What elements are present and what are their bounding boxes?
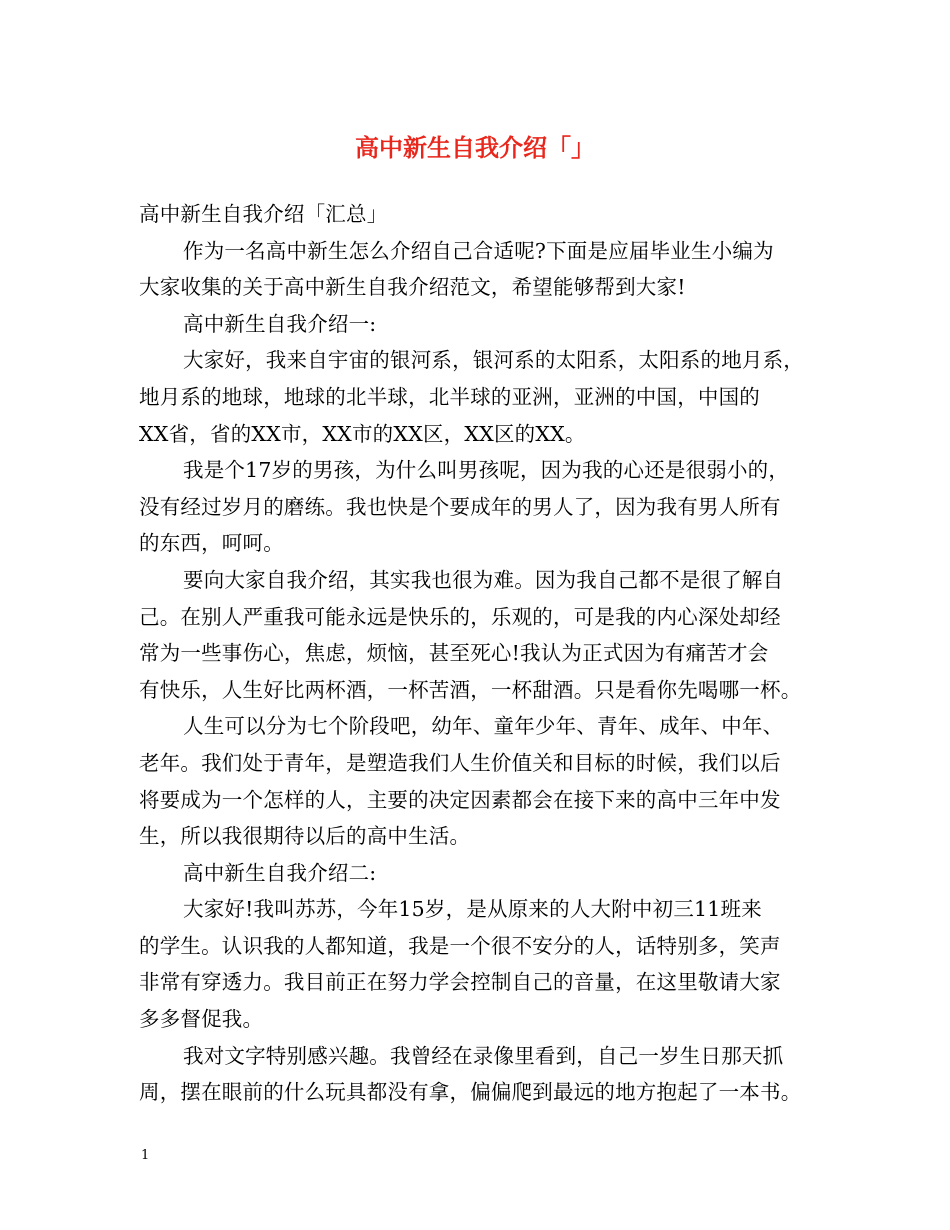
text-line: 高中新生自我介绍「汇总」 [139, 202, 388, 226]
text-line: 高中新生自我介绍二: [183, 860, 377, 885]
text-line: 的学生。认识我的人都知道，我是一个很不安分的人，话特别多，笑声 [139, 933, 781, 958]
text-line: 大家好，我来自宇宙的银河系，银河系的太阳系，太阳系的地月系， [183, 348, 804, 373]
document-title: 高中新生自我介绍「」 [355, 133, 595, 162]
text-line: 大家好!我叫苏苏，今年15岁，是从原来的人大附中初三11班来 [183, 897, 762, 922]
text-line: 己。在别人严重我可能永远是快乐的，乐观的，可是我的内心深处却经 [139, 604, 781, 629]
text-line: 老年。我们处于青年，是塑造我们人生价值关和目标的时候，我们以后 [139, 750, 781, 775]
text-line: 的东西，呵呵。 [139, 531, 284, 556]
text-line: 多多督促我。 [139, 1007, 264, 1032]
text-line: 生，所以我很期待以后的高中生活。 [139, 824, 471, 849]
text-line: XX省，省的XX市，XX市的XX区，XX区的XX。 [139, 421, 586, 446]
text-line: 我是个17岁的男孩，为什么叫男孩呢，因为我的心还是很弱小的， [183, 458, 790, 483]
text-line: 将要成为一个怎样的人，主要的决定因素都会在接下来的高中三年中发 [139, 787, 781, 812]
document-body [139, 196, 839, 1111]
text-line: 地月系的地球，地球的北半球，北半球的亚洲，亚洲的中国，中国的 [139, 384, 760, 409]
text-line: 高中新生自我介绍一: [183, 311, 377, 336]
text-line: 大家收集的关于高中新生自我介绍范文，希望能够帮到大家! [139, 275, 686, 300]
page-number: 1 [141, 1148, 150, 1163]
text-line: 要向大家自我介绍，其实我也很为难。因为我自己都不是很了解自 [183, 567, 784, 592]
text-line: 人生可以分为七个阶段吧，幼年、童年少年、青年、成年、中年、 [183, 714, 784, 739]
text-line: 我对文字特别感兴趣。我曾经在录像里看到，自己一岁生日那天抓 [183, 1043, 784, 1068]
text-line: 常为一些事伤心，焦虑，烦恼，甚至死心!我认为正式因为有痛苦才会 [139, 641, 769, 666]
text-line: 非常有穿透力。我目前正在努力学会控制自己的音量，在这里敬请大家 [139, 970, 781, 995]
text-line: 作为一名高中新生怎么介绍自己合适呢?下面是应届毕业生小编为 [183, 238, 774, 263]
text-line: 周，摆在眼前的什么玩具都没有拿，偏偏爬到最远的地方抱起了一本书。 [139, 1080, 802, 1105]
text-line: 没有经过岁月的磨练。我也快是个要成年的男人了，因为我有男人所有 [139, 494, 781, 519]
text-line: 有快乐，人生好比两杯酒，一杯苦酒，一杯甜酒。只是看你先喝哪一杯。 [139, 677, 802, 702]
